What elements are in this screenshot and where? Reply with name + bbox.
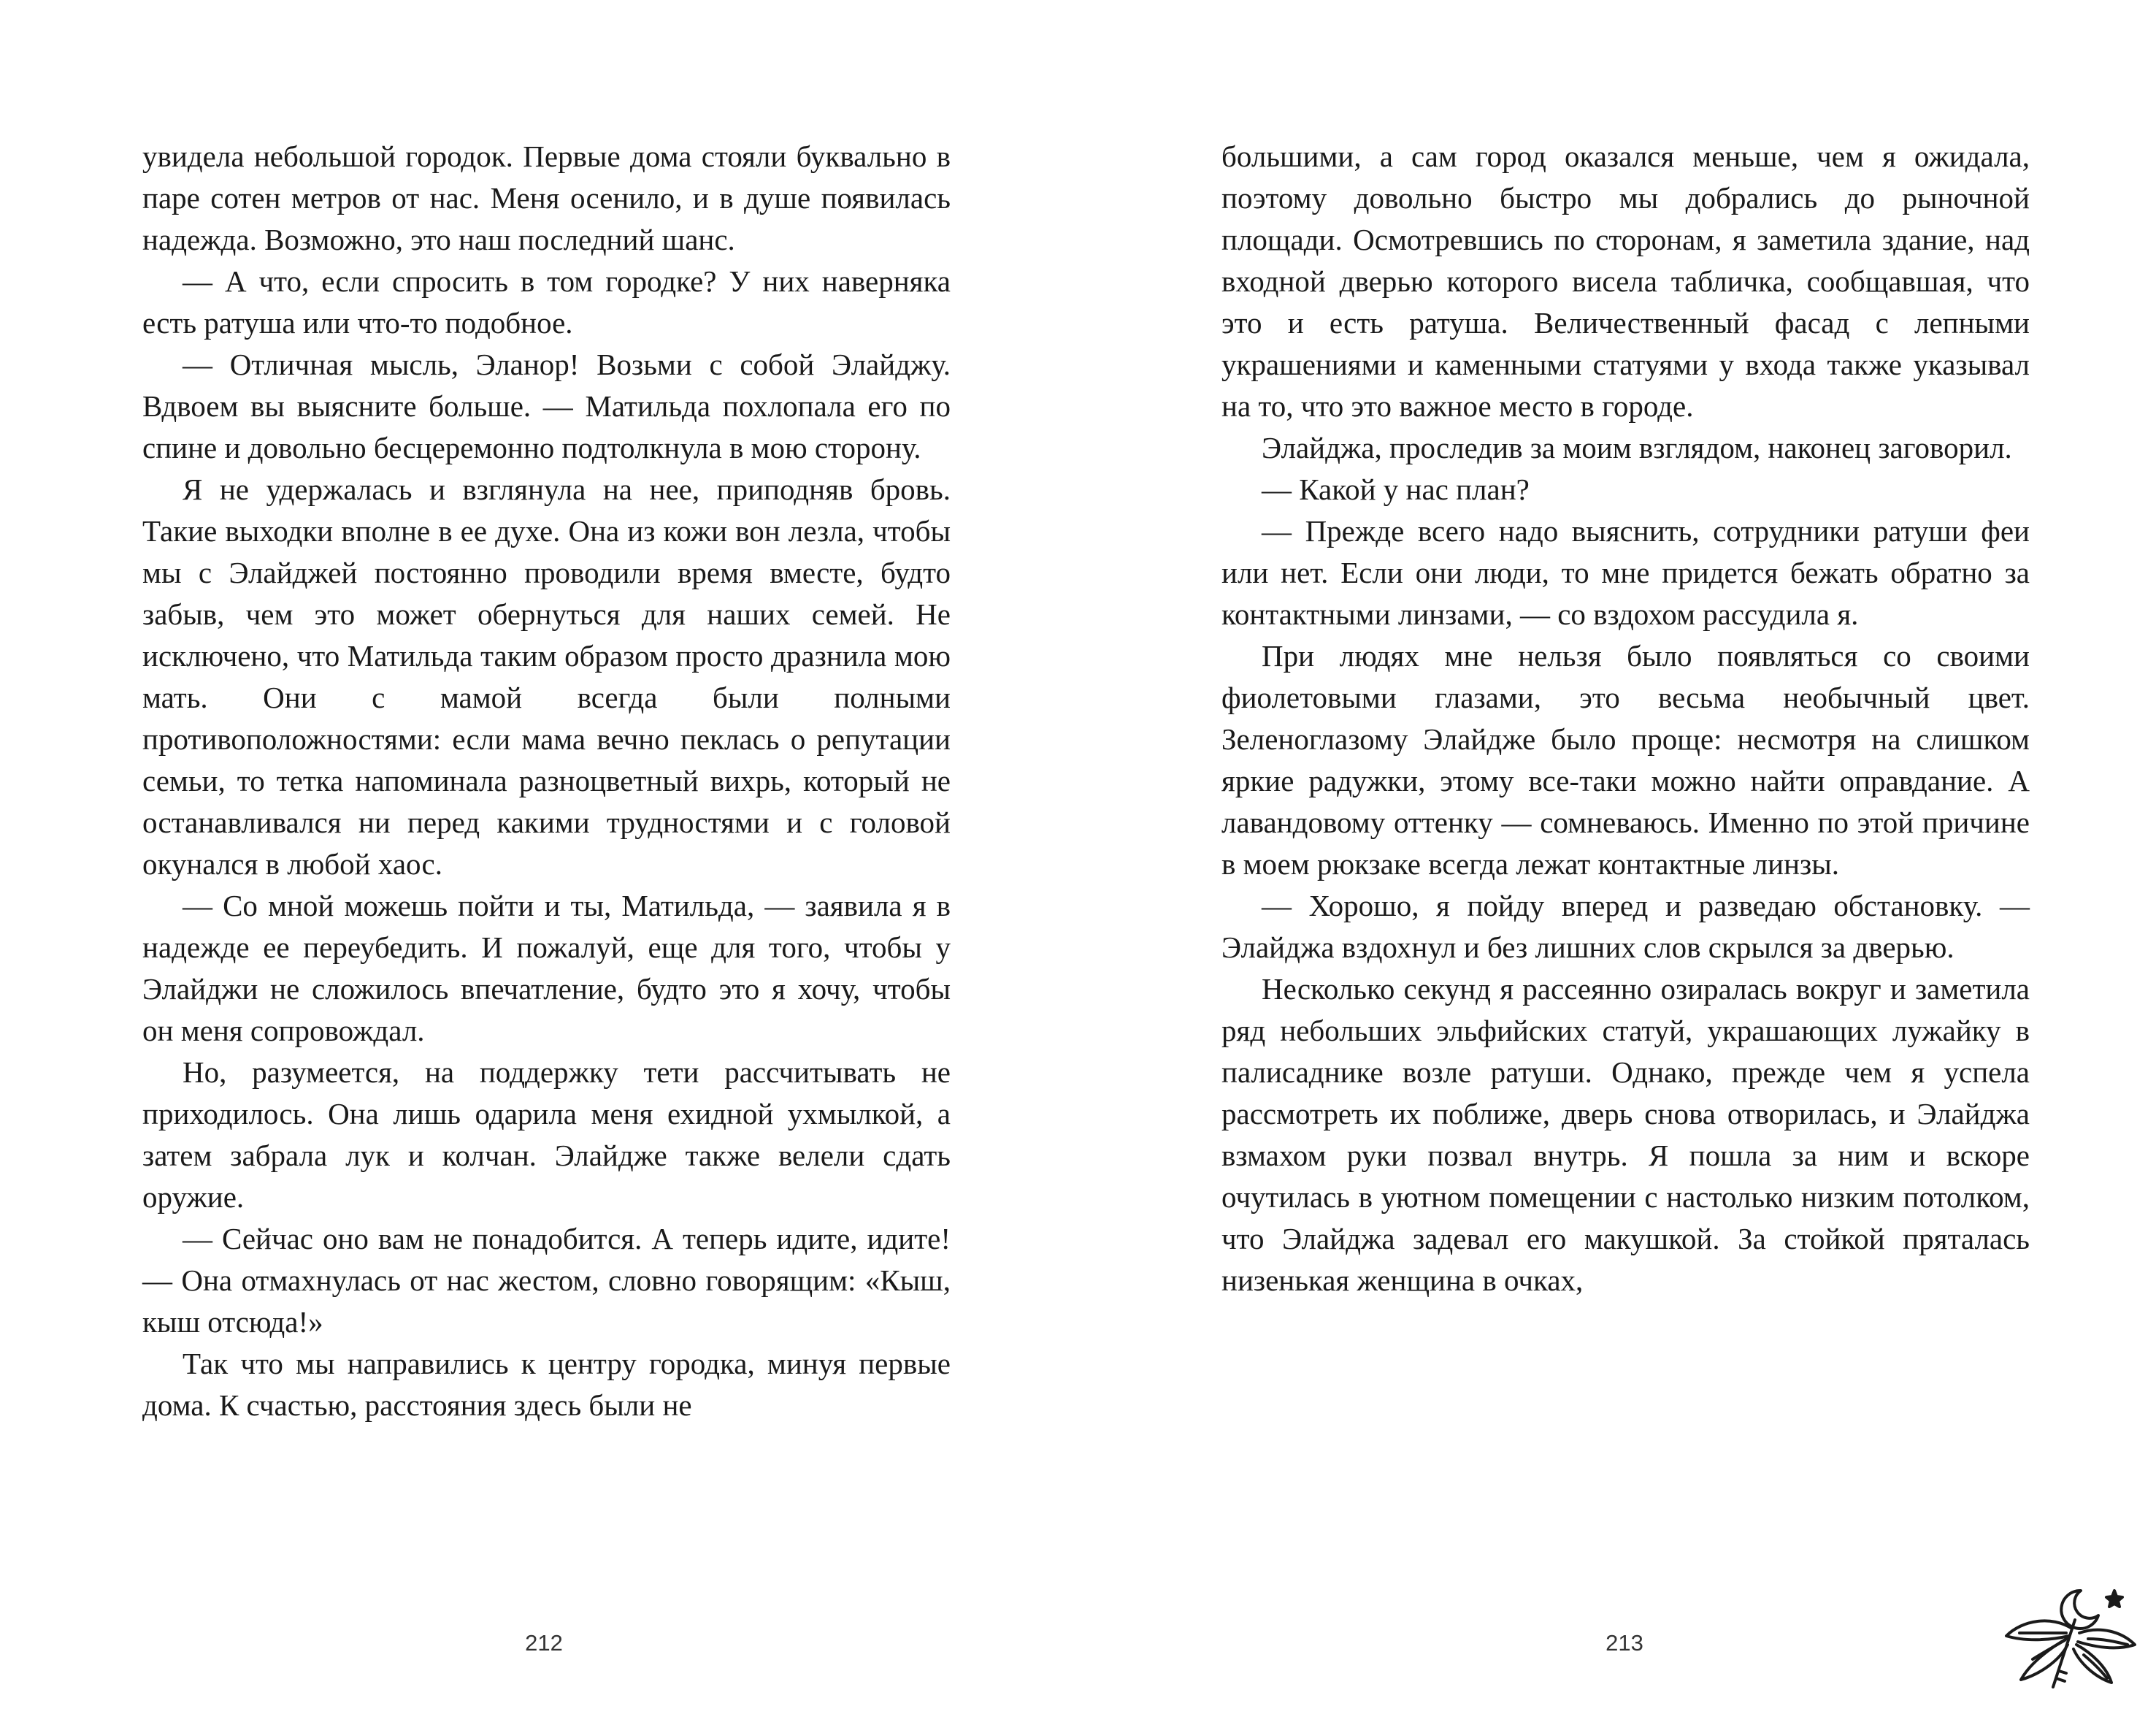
paragraph: — Прежде всего надо выяснить, сотрудники ратуши феи или нет. Если они люди, то мне придется бежать обратно за контактными линзами, — со вздохом рассудила я.: [1221, 514, 2030, 631]
paragraph: Но, разумеется, на поддержку тети рассчитывать не приходилось. Она лишь одарила меня ехидной ухмылкой, а затем забрала лук и колчан. Элайдже также велели сдать оружие.: [142, 1055, 951, 1214]
paragraph: Я не удержалась и взглянула на нее, приподняв бровь. Такие выходки вполне в ее духе. Она из кожи вон лезла, чтобы мы с Элайджей постоянно проводили время вместе, будто забыв, чем это может обернуться для наших семей. Не исключено, что Матильда таким образом просто дразнила мою мать. Они с мамой всегда были полными противоположностями: если мама вечно пеклась о репутации семьи, то тетка напоминала разноцветный вихрь, который не останавливался ни перед какими трудностями и с головой окунался в любой хаос.: [142, 473, 951, 881]
paragraph: — Сейчас оно вам не понадобится. А теперь идите, идите! — Она отмахнулась от нас жестом, словно говорящим: «Кыш, кыш отсюда!»: [142, 1222, 951, 1339]
paragraph: Так что мы направились к центру городка, минуя первые дома. К счастью, расстояния здесь были не: [142, 1347, 951, 1422]
paragraph: — Со мной можешь пойти и ты, Матильда, — заявила я в надежде ее переубедить. И пожалуй, еще для того, чтобы у Элайджи не сложилось впечатление, будто это я хочу, чтобы он меня сопровождал.: [142, 889, 951, 1047]
paragraph: При людях мне нельзя было появляться со своими фиолетовыми глазами, это весьма необычный цвет. Зеленоглазому Элайдже было проще: несмотря на слишком яркие радужки, этому все-таки можно найти оправдание. А лавандовому оттенку — сомневаюсь. Именно по этой причине в моем рюкзаке всегда лежат контактные линзы.: [1221, 639, 2030, 881]
page-number: 213: [1606, 1630, 1643, 1656]
paragraph: большими, а сам город оказался меньше, чем я ожидала, поэтому довольно быстро мы добрались до рыночной площади. Осмотревшись по сторонам, я заметила здание, над входной дверью которого висела табличка, сообщавшая, что это и есть ратуша. Величественный фасад с лепными украшениями и каменными статуями у входа также указывал на то, что это важное место в городе.: [1221, 139, 2030, 423]
paragraph: — Хорошо, я пойду вперед и разведаю обстановку. — Элайджа вздохнул и без лишних слов скрылся за дверью.: [1221, 889, 2030, 964]
paragraph: увидела небольшой городок. Первые дома стояли буквально в паре сотен метров от нас. Меня осенило, и в душе появилась надежда. Возможно, это наш последний шанс.: [142, 139, 951, 256]
left-page-text: [142, 136, 951, 1426]
paragraph: Элайджа, проследив за моим взглядом, наконец заговорил.: [1262, 431, 2012, 464]
page-number: 212: [525, 1630, 563, 1656]
right-page-text: [1221, 136, 2030, 1301]
paragraph: — Отличная мысль, Эланор! Возьми с собой Элайджу. Вдвоем вы выясните больше. — Матильда похлопала его по спине и довольно бесцеремонно подтолкнула в мою сторону.: [142, 348, 951, 464]
winged-key-moon-ornament-icon: [1993, 1577, 2147, 1702]
paragraph: Несколько секунд я рассеянно озиралась вокруг и заметила ряд небольших эльфийских статуй, украшающих лужайку в палисаднике возле ратуши. Однако, прежде чем я успела рассмотреть их поближе, дверь снова отворилась, и Элайджа взмахом руки позвал внутрь. Я пошла за ним и вскоре очутилась в уютном помещении с настолько низким потолком, что Элайджа задевал его макушкой. За стойкой пряталась низенькая женщина в очках,: [1221, 972, 2030, 1297]
paragraph: — Какой у нас план?: [1262, 473, 1530, 506]
paragraph: — А что, если спросить в том городке? У них наверняка есть ратуша или что-то подобное.: [142, 264, 951, 340]
right-page: [1078, 0, 2156, 1725]
